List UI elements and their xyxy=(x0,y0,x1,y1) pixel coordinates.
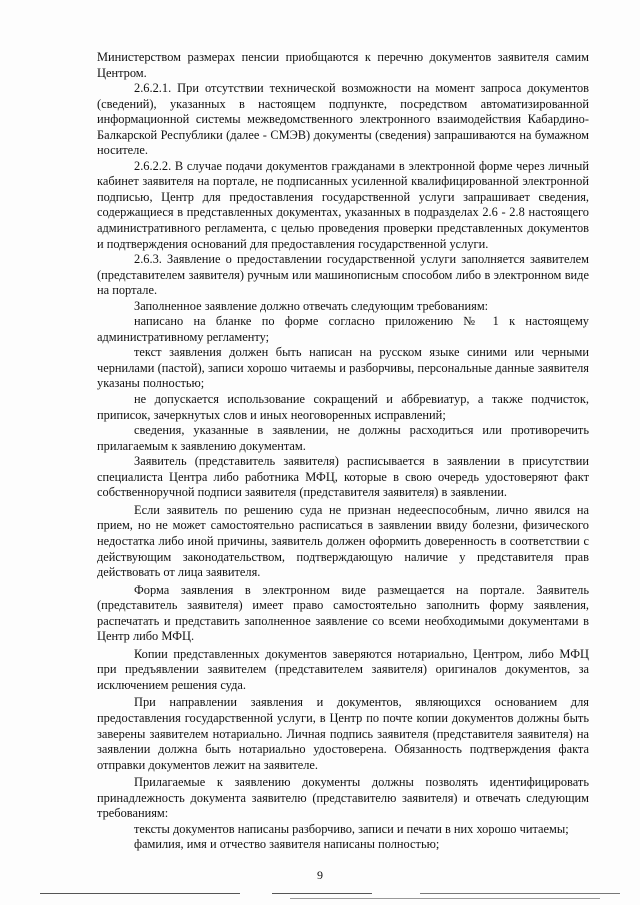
paragraph: написано на бланке по форме согласно приложению № 1 к настоящему административному регламенту; xyxy=(97,314,589,344)
page-number: 9 xyxy=(317,868,323,882)
paragraph: 2.6.2.2. В случае подачи документов гражданами в электронной форме через личный кабинет заявителя на портале, не подписанных усиленной квалифицированной электронной подписью, Центр для предоставления государственной услуги запрашивает сведения, содержащиеся в представленных документах, указанных в подразделах 2.6 - 2.8 настоящего административного регламента, с целью проведения проверки представленных документов и подтверждения оснований для предоставления государственной услуги. xyxy=(97,158,589,251)
scan-artifact-line xyxy=(40,893,240,894)
scan-artifact-line xyxy=(420,893,620,894)
scan-artifact-line xyxy=(290,898,600,899)
paragraph: не допускается использование сокращений и аббревиатур, а также подчисток, приписок, зачеркнутых слов и иных неоговоренных исправлений; xyxy=(97,392,589,422)
paragraph: Заполненное заявление должно отвечать следующим требованиям: xyxy=(134,298,489,313)
paragraph: Заявитель (представитель заявителя) расписывается в заявлении в присутствии специалиста Центра либо работника МФЦ, которые в свою очередь удостоверяют факт собственноручной подписи заявителя (представителя заявителя) в заявлении. xyxy=(97,454,589,500)
paragraph: тексты документов написаны разборчиво, записи и печати в них хорошо читаемы; xyxy=(134,821,569,836)
paragraph: 2.6.3. Заявление о предоставлении государственной услуги заполняется заявителем (представителем заявителя) ручным или машинописным способом либо в электронном виде на портале. xyxy=(97,252,589,298)
scan-artifact-line xyxy=(272,893,372,894)
paragraph: 2.6.2.1. При отсутствии технической возможности на момент запроса документов (сведений), указанных в настоящем подпункте, посредством автоматизированной информационной системы межведомственного электронного взаимодействия Кабардино-Балкарской Республики (далее - СМЭВ) документы (сведения) запрашиваются на бумажном носителе. xyxy=(97,81,589,158)
paragraph: Прилагаемые к заявлению документы должны позволять идентифицировать принадлежность документа заявителю (представителю заявителя) и отвечать следующим требованиям: xyxy=(97,775,589,821)
document-body xyxy=(97,50,589,853)
paragraph: фамилия, имя и отчество заявителя написаны полностью; xyxy=(134,837,440,852)
paragraph: текст заявления должен быть написан на русском языке синими или черными чернилами (пастой), записи хорошо читаемы и разборчивы, персональные данные заявителя указаны полностью; xyxy=(97,345,589,391)
paragraph: сведения, указанные в заявлении, не должны расходиться или противоречить прилагаемым к заявлению документам. xyxy=(97,423,589,453)
paragraph: Форма заявления в электронном виде размещается на портале. Заявитель (представитель заявителя) имеет право самостоятельно заполнить форму заявления, распечатать и представить заполненное заявление со всеми необходимыми документами в Центр либо МФЦ. xyxy=(97,582,589,644)
paragraph: Министерством размерах пенсии приобщаются к перечню документов заявителя самим Центром. xyxy=(97,50,589,80)
paragraph: Если заявитель по решению суда не признан недееспособным, лично явился на прием, но не может самостоятельно расписаться в заявлении ввиду болезни, физического недостатка либо иной причины, заявитель должен оформить доверенность в соответствии с действующим законодательством, подтверждающую наличие у представителя прав действовать от лица заявителя. xyxy=(97,502,589,580)
paragraph: Копии представленных документов заверяются нотариально, Центром, либо МФЦ при предъявлении заявителем (представителем заявителя) оригиналов документов, за исключением решения суда. xyxy=(97,646,589,692)
paragraph: При направлении заявления и документов, являющихся основанием для предоставления государственной услуги, в Центр по почте копии документов должны быть заверены заявителем нотариально. Личная подпись заявителя (представителя заявителя) на заявлении должна быть нотариально удостоверена. Обязанность подтверждения факта отправки документов лежит на заявителе. xyxy=(97,695,589,772)
